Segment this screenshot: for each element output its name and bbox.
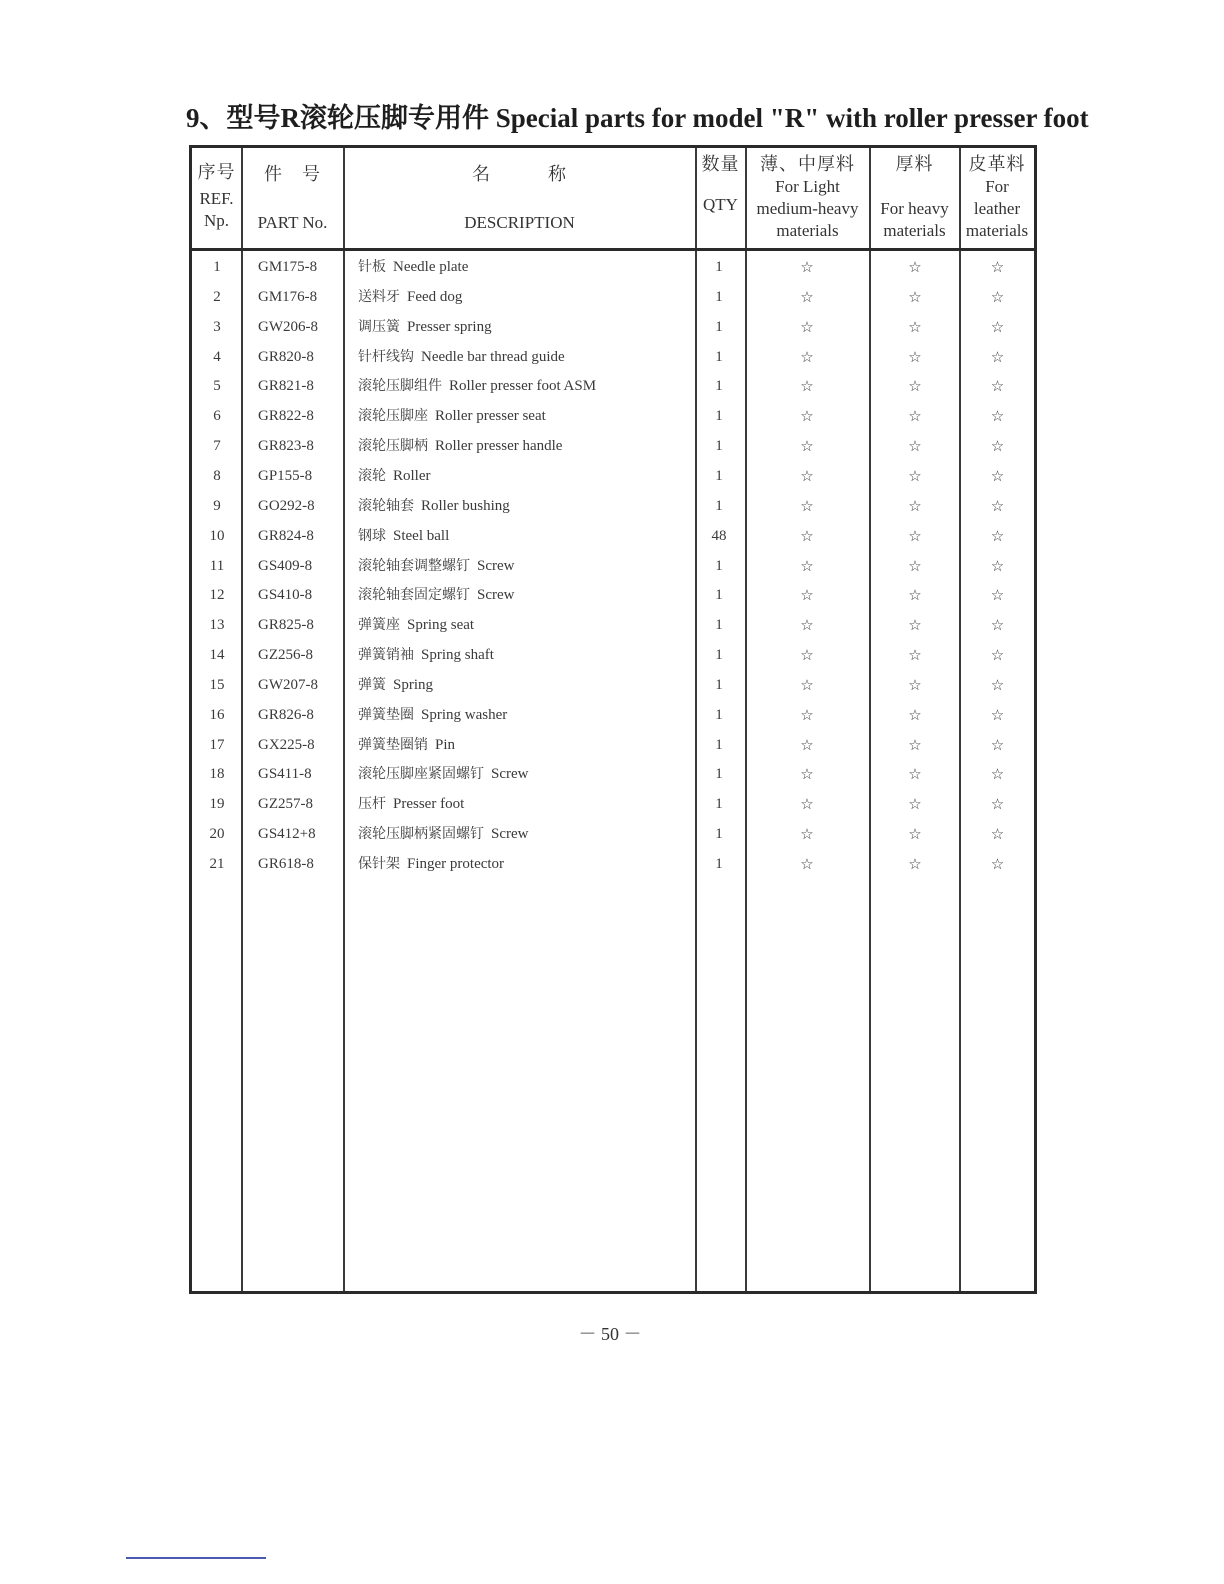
table-row bbox=[192, 252, 1034, 282]
description-zh: 弹簧座 bbox=[358, 617, 400, 634]
leather-material-star: ☆ bbox=[990, 646, 1005, 665]
description-cell bbox=[358, 401, 698, 431]
light-material-star: ☆ bbox=[800, 616, 814, 635]
light-material-star: ☆ bbox=[800, 646, 814, 665]
ref-cell: 15 bbox=[209, 676, 225, 693]
description-en: Screw bbox=[477, 557, 515, 574]
ref-cell: 17 bbox=[209, 736, 225, 753]
qty-cell: 48 bbox=[711, 527, 727, 544]
description-zh: 滚轮压脚柄紧固螺钉 bbox=[358, 826, 484, 843]
description-en: Presser foot bbox=[393, 796, 465, 813]
leather-material-star: ☆ bbox=[990, 287, 1005, 306]
qty-cell: 1 bbox=[715, 378, 723, 395]
heavy-material-star: ☆ bbox=[908, 287, 922, 306]
table-row bbox=[192, 580, 1034, 610]
heavy-material-star: ☆ bbox=[908, 496, 922, 515]
header-heavy-en1: For heavy bbox=[880, 199, 949, 218]
heavy-material-star: ☆ bbox=[908, 347, 922, 366]
header-light-en1: For Light bbox=[775, 177, 840, 196]
ref-cell: 10 bbox=[209, 527, 225, 544]
table-row bbox=[192, 640, 1034, 670]
leather-material-star: ☆ bbox=[990, 258, 1005, 276]
header-ref-en1: REF. bbox=[199, 189, 234, 208]
heavy-material-star: ☆ bbox=[908, 825, 922, 844]
description-en: Pin bbox=[435, 736, 456, 753]
table-row bbox=[192, 282, 1034, 312]
qty-cell: 1 bbox=[715, 766, 723, 783]
qty-cell: 1 bbox=[715, 587, 723, 604]
part-number-cell: GR825-8 bbox=[258, 617, 314, 634]
light-material-star: ☆ bbox=[800, 795, 814, 814]
ref-cell: 13 bbox=[209, 617, 225, 634]
table-row bbox=[192, 700, 1034, 730]
table-row bbox=[192, 759, 1034, 789]
page-title bbox=[186, 100, 1089, 136]
part-number-cell: GS411-8 bbox=[258, 766, 312, 783]
part-number-cell: GP155-8 bbox=[258, 467, 313, 484]
description-cell bbox=[358, 551, 698, 581]
part-number-cell: GR822-8 bbox=[258, 408, 314, 425]
description-zh: 滚轮压脚座紧固螺钉 bbox=[358, 766, 484, 783]
ref-cell: 14 bbox=[209, 647, 225, 664]
ref-cell: 3 bbox=[213, 318, 221, 335]
description-en: Roller bbox=[393, 467, 431, 484]
qty-cell: 1 bbox=[715, 348, 723, 365]
header-ref-zh: 序号 bbox=[197, 162, 236, 183]
description-en: Roller presser seat bbox=[435, 408, 546, 425]
qty-cell: 1 bbox=[715, 647, 723, 664]
light-material-star: ☆ bbox=[800, 437, 814, 456]
light-material-star: ☆ bbox=[800, 377, 814, 396]
description-en: Steel ball bbox=[393, 527, 450, 544]
table-row bbox=[192, 401, 1034, 431]
heavy-material-star: ☆ bbox=[908, 855, 922, 873]
qty-cell: 1 bbox=[715, 617, 723, 634]
title-english: Special parts for model "R" with roller presser foot bbox=[495, 103, 1089, 133]
leather-material-star: ☆ bbox=[990, 526, 1005, 545]
light-material-star: ☆ bbox=[800, 705, 814, 724]
header-part bbox=[242, 148, 343, 264]
header-light-en2: medium-heavy bbox=[756, 199, 859, 218]
heavy-material-star: ☆ bbox=[908, 407, 922, 426]
description-zh: 滚轮轴套 bbox=[358, 497, 414, 514]
light-material-star: ☆ bbox=[800, 765, 814, 784]
ref-cell: 21 bbox=[209, 856, 225, 872]
part-number-cell: GR618-8 bbox=[258, 856, 314, 872]
table-row bbox=[192, 730, 1034, 760]
description-cell bbox=[358, 819, 698, 849]
table-row bbox=[192, 849, 1034, 879]
leather-material-star: ☆ bbox=[990, 556, 1005, 575]
description-cell bbox=[358, 312, 698, 342]
header-leather-en1: For bbox=[985, 177, 1009, 196]
parts-table bbox=[189, 145, 1037, 1294]
header-qty bbox=[696, 148, 745, 254]
leather-material-star: ☆ bbox=[990, 765, 1005, 784]
leather-material-star: ☆ bbox=[990, 855, 1005, 873]
footnote-rule bbox=[126, 1557, 266, 1559]
header-light-en3: materials bbox=[776, 221, 839, 240]
ref-cell: 7 bbox=[213, 438, 221, 455]
leather-material-star: ☆ bbox=[990, 675, 1005, 694]
ref-cell: 16 bbox=[209, 706, 225, 723]
title-prefix: 9、型号R滚轮压脚专用件 bbox=[186, 103, 489, 133]
header-desc-zh: 名 称 bbox=[472, 164, 567, 185]
ref-cell: 6 bbox=[213, 408, 221, 425]
qty-cell: 1 bbox=[715, 288, 723, 305]
light-material-star: ☆ bbox=[800, 496, 814, 515]
leather-material-star: ☆ bbox=[990, 705, 1005, 724]
part-number-cell: GZ257-8 bbox=[258, 796, 313, 813]
ref-cell: 4 bbox=[213, 348, 221, 365]
description-cell bbox=[358, 789, 698, 819]
leather-material-star: ☆ bbox=[990, 586, 1005, 605]
ref-cell: 12 bbox=[209, 587, 225, 604]
ref-cell: 9 bbox=[213, 497, 221, 514]
description-zh: 针板 bbox=[358, 259, 386, 275]
ref-cell: 8 bbox=[213, 467, 221, 484]
description-cell bbox=[358, 461, 698, 491]
leather-material-star: ☆ bbox=[990, 616, 1005, 635]
description-zh: 调压簧 bbox=[358, 318, 400, 335]
heavy-material-star: ☆ bbox=[908, 526, 922, 545]
light-material-star: ☆ bbox=[800, 407, 814, 426]
heavy-material-star: ☆ bbox=[908, 765, 922, 784]
description-cell bbox=[358, 521, 698, 551]
header-part-en: PART No. bbox=[257, 213, 328, 232]
description-zh: 滚轮 bbox=[358, 467, 386, 484]
part-number-cell: GR824-8 bbox=[258, 527, 314, 544]
description-en: Presser spring bbox=[407, 318, 492, 335]
header-ref bbox=[192, 148, 241, 262]
description-en: Spring seat bbox=[407, 617, 475, 634]
qty-cell: 1 bbox=[715, 736, 723, 753]
header-qty-zh: 数量 bbox=[701, 154, 740, 175]
table-row bbox=[192, 610, 1034, 640]
leather-material-star: ☆ bbox=[990, 437, 1005, 456]
table-row bbox=[192, 371, 1034, 401]
description-zh: 滚轮轴套调整螺钉 bbox=[358, 557, 470, 574]
heavy-material-star: ☆ bbox=[908, 466, 922, 485]
header-qty-en: QTY bbox=[703, 195, 738, 214]
qty-cell: 1 bbox=[715, 826, 723, 843]
description-en: Needle plate bbox=[393, 259, 469, 275]
description-en: Screw bbox=[477, 587, 515, 604]
description-cell bbox=[358, 670, 698, 700]
description-en: Needle bar thread guide bbox=[421, 348, 565, 365]
ref-cell: 2 bbox=[213, 288, 221, 305]
header-light bbox=[746, 148, 869, 254]
heavy-material-star: ☆ bbox=[908, 556, 922, 575]
part-number-cell: GS410-8 bbox=[258, 587, 313, 604]
description-zh: 弹簧垫圈销 bbox=[358, 736, 428, 753]
leather-material-star: ☆ bbox=[990, 825, 1005, 844]
header-leather-en2: leather bbox=[973, 199, 1021, 218]
light-material-star: ☆ bbox=[800, 258, 814, 276]
description-zh: 弹簧 bbox=[358, 676, 386, 693]
table-row bbox=[192, 521, 1034, 551]
qty-cell: 1 bbox=[715, 408, 723, 425]
description-zh: 弹簧垫圈 bbox=[358, 706, 414, 723]
light-material-star: ☆ bbox=[800, 466, 814, 485]
description-en: Screw bbox=[491, 826, 529, 843]
description-cell bbox=[358, 610, 698, 640]
heavy-material-star: ☆ bbox=[908, 616, 922, 635]
light-material-star: ☆ bbox=[800, 586, 814, 605]
qty-cell: 1 bbox=[715, 796, 723, 813]
description-cell bbox=[358, 640, 698, 670]
table-row bbox=[192, 670, 1034, 700]
qty-cell: 1 bbox=[715, 259, 723, 275]
table-row bbox=[192, 312, 1034, 342]
light-material-star: ☆ bbox=[800, 735, 814, 754]
description-cell bbox=[358, 252, 698, 282]
description-en: Roller presser foot ASM bbox=[449, 378, 597, 395]
page-number: － 50 － bbox=[578, 1324, 642, 1344]
ref-cell: 20 bbox=[209, 826, 225, 843]
light-material-star: ☆ bbox=[800, 347, 814, 366]
leather-material-star: ☆ bbox=[990, 466, 1005, 485]
qty-cell: 1 bbox=[715, 557, 723, 574]
light-material-star: ☆ bbox=[800, 287, 814, 306]
qty-cell: 1 bbox=[715, 438, 723, 455]
table-row bbox=[192, 491, 1034, 521]
description-cell bbox=[358, 759, 698, 789]
part-number-cell: GZ256-8 bbox=[258, 647, 313, 664]
ref-cell: 5 bbox=[213, 378, 221, 395]
heavy-material-star: ☆ bbox=[908, 437, 922, 456]
header-leather-en3: materials bbox=[965, 221, 1029, 240]
table-row bbox=[192, 551, 1034, 581]
part-number-cell: GR826-8 bbox=[258, 706, 314, 723]
heavy-material-star: ☆ bbox=[908, 795, 922, 814]
description-zh: 保针架 bbox=[358, 856, 400, 872]
light-material-star: ☆ bbox=[800, 556, 814, 575]
table-row bbox=[192, 342, 1034, 372]
leather-material-star: ☆ bbox=[990, 377, 1005, 396]
header-heavy-en2: materials bbox=[883, 221, 946, 240]
header-heavy-zh: 厚料 bbox=[895, 154, 934, 175]
description-en: Feed dog bbox=[407, 288, 463, 305]
description-en: Finger protector bbox=[407, 856, 505, 872]
header-part-zh: 件 号 bbox=[264, 164, 321, 185]
header-leather-zh: 皮革料 bbox=[968, 154, 1026, 175]
qty-cell: 1 bbox=[715, 467, 723, 484]
part-number-cell: GW206-8 bbox=[258, 318, 318, 335]
header-leather bbox=[960, 148, 1034, 254]
description-cell bbox=[358, 342, 698, 372]
heavy-material-star: ☆ bbox=[908, 377, 922, 396]
heavy-material-star: ☆ bbox=[908, 705, 922, 724]
light-material-star: ☆ bbox=[800, 675, 814, 694]
part-number-cell: GS412+8 bbox=[258, 826, 316, 843]
part-number-cell: GO292-8 bbox=[258, 497, 315, 514]
table-row bbox=[192, 789, 1034, 819]
description-en: Spring shaft bbox=[421, 647, 494, 664]
table-row bbox=[192, 461, 1034, 491]
heavy-material-star: ☆ bbox=[908, 646, 922, 665]
description-zh: 滚轮压脚组件 bbox=[358, 378, 442, 395]
heavy-material-star: ☆ bbox=[908, 675, 922, 694]
qty-cell: 1 bbox=[715, 497, 723, 514]
leather-material-star: ☆ bbox=[990, 407, 1005, 426]
leather-material-star: ☆ bbox=[990, 735, 1005, 754]
part-number-cell: GR823-8 bbox=[258, 438, 314, 455]
header-heavy bbox=[870, 148, 959, 254]
description-zh: 滚轮轴套固定螺钉 bbox=[358, 587, 470, 604]
description-cell bbox=[358, 491, 698, 521]
description-zh: 钢球 bbox=[358, 527, 386, 544]
qty-cell: 1 bbox=[715, 676, 723, 693]
ref-cell: 19 bbox=[209, 796, 225, 813]
description-zh: 送料牙 bbox=[358, 288, 400, 305]
light-material-star: ☆ bbox=[800, 825, 814, 844]
description-cell bbox=[358, 431, 698, 461]
description-zh: 压杆 bbox=[358, 796, 386, 813]
part-number-cell: GW207-8 bbox=[258, 676, 318, 693]
heavy-material-star: ☆ bbox=[908, 586, 922, 605]
part-number-cell: GX225-8 bbox=[258, 736, 315, 753]
description-en: Spring bbox=[393, 676, 434, 693]
light-material-star: ☆ bbox=[800, 855, 814, 873]
leather-material-star: ☆ bbox=[990, 347, 1005, 366]
description-zh: 滚轮压脚柄 bbox=[358, 438, 428, 455]
description-cell bbox=[358, 730, 698, 760]
leather-material-star: ☆ bbox=[990, 317, 1005, 336]
part-number-cell: GR821-8 bbox=[258, 378, 314, 395]
heavy-material-star: ☆ bbox=[908, 317, 922, 336]
header-ref-en2: Np. bbox=[203, 211, 230, 230]
description-cell bbox=[358, 282, 698, 312]
qty-cell: 1 bbox=[715, 706, 723, 723]
description-cell bbox=[358, 371, 698, 401]
description-zh: 针杆线钩 bbox=[358, 348, 414, 365]
leather-material-star: ☆ bbox=[990, 795, 1005, 814]
qty-cell: 1 bbox=[715, 856, 723, 872]
description-en: Roller bushing bbox=[421, 497, 510, 514]
leather-material-star: ☆ bbox=[990, 496, 1005, 515]
description-zh: 滚轮压脚座 bbox=[358, 408, 428, 425]
header-desc bbox=[344, 148, 695, 264]
header-desc-en: DESCRIPTION bbox=[464, 213, 575, 232]
heavy-material-star: ☆ bbox=[908, 258, 922, 276]
ref-cell: 11 bbox=[209, 557, 225, 574]
ref-cell: 1 bbox=[213, 259, 221, 275]
description-cell bbox=[358, 580, 698, 610]
description-cell bbox=[358, 849, 698, 879]
light-material-star: ☆ bbox=[800, 317, 814, 336]
description-en: Spring washer bbox=[421, 706, 508, 723]
heavy-material-star: ☆ bbox=[908, 735, 922, 754]
description-cell bbox=[358, 700, 698, 730]
part-number-cell: GR820-8 bbox=[258, 348, 314, 365]
header-light-zh: 薄、中厚料 bbox=[760, 154, 855, 175]
description-en: Roller presser handle bbox=[435, 438, 563, 455]
table-row bbox=[192, 819, 1034, 849]
description-en: Screw bbox=[491, 766, 529, 783]
ref-cell: 18 bbox=[209, 766, 225, 783]
part-number-cell: GM176-8 bbox=[258, 288, 318, 305]
description-zh: 弹簧销袖 bbox=[358, 647, 414, 664]
part-number-cell: GM175-8 bbox=[258, 259, 318, 275]
light-material-star: ☆ bbox=[800, 526, 814, 545]
qty-cell: 1 bbox=[715, 318, 723, 335]
part-number-cell: GS409-8 bbox=[258, 557, 313, 574]
table-row bbox=[192, 431, 1034, 461]
